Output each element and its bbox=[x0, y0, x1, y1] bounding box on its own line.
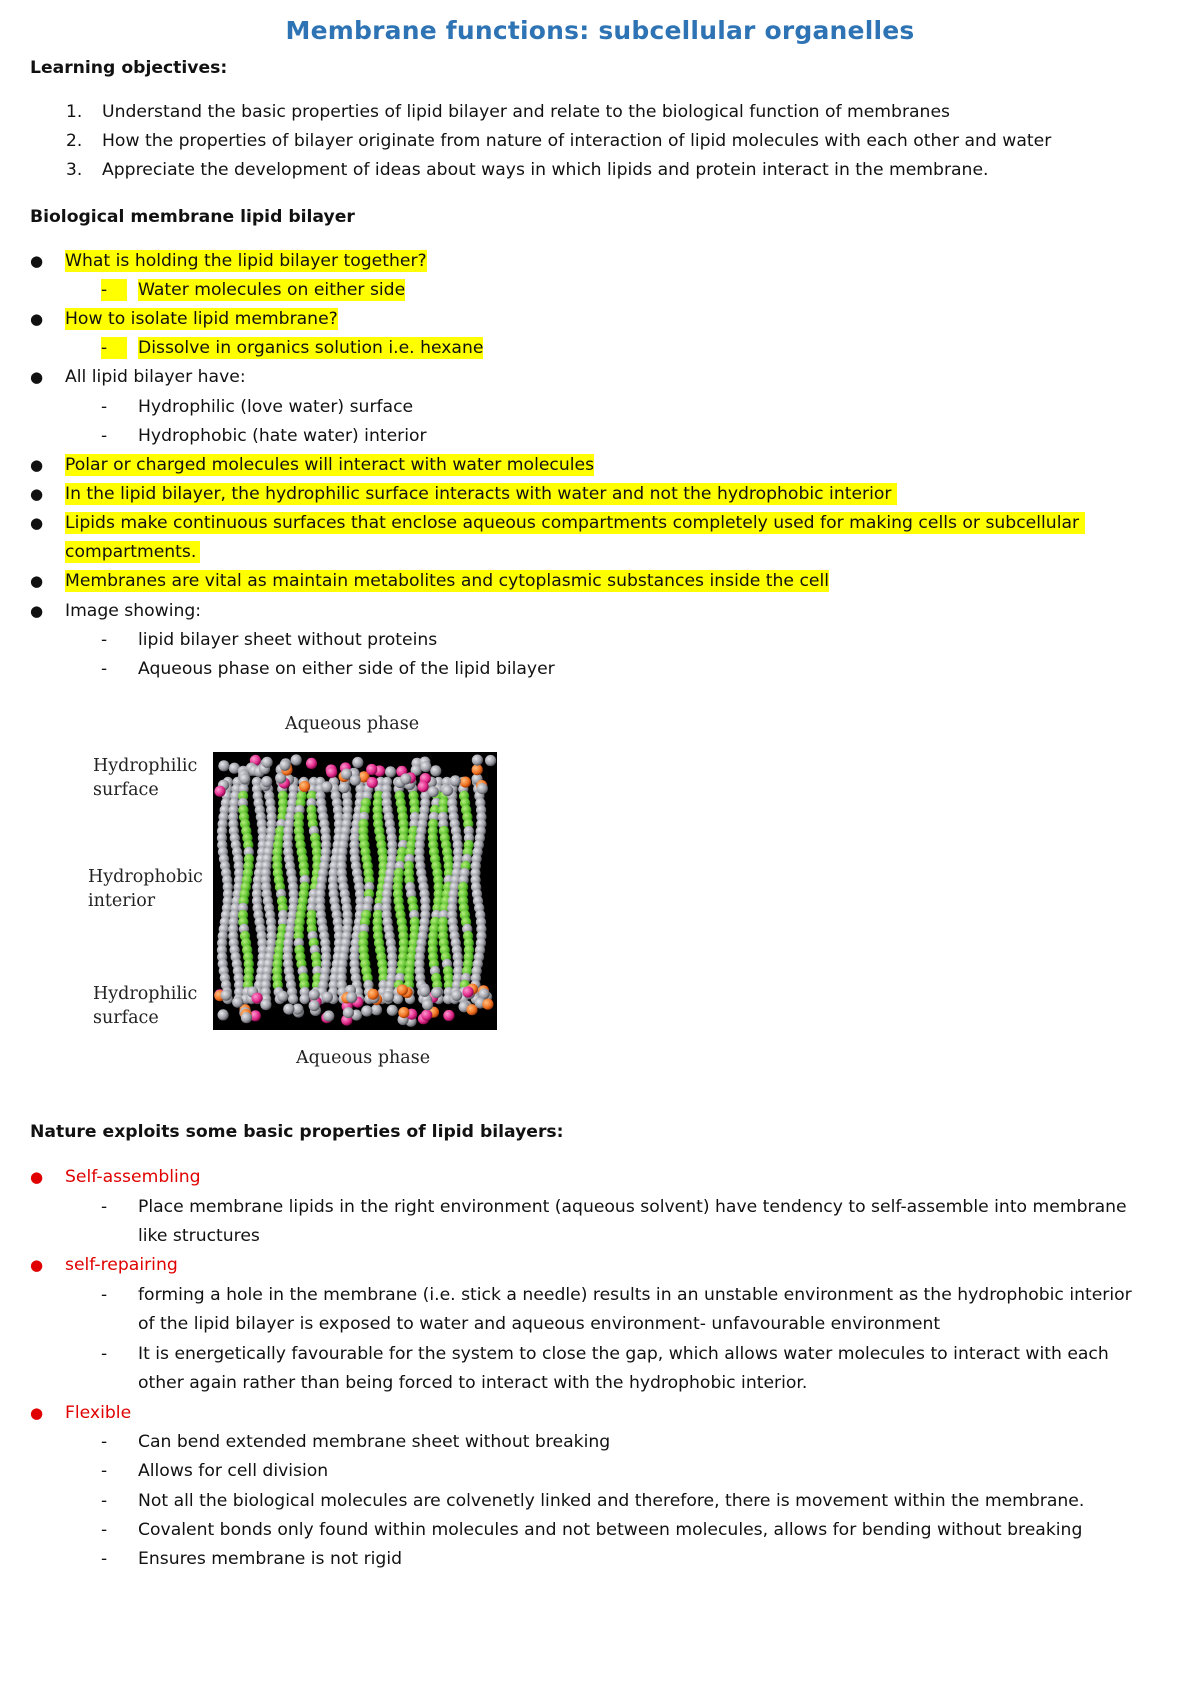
property-title: Self-assembling bbox=[65, 1167, 201, 1187]
atom-sphere bbox=[472, 755, 483, 766]
figure-label-hydrophobic: Hydrophobic bbox=[88, 867, 203, 887]
list-item: All lipid bilayer have: bbox=[65, 367, 246, 387]
atom-sphere bbox=[450, 775, 461, 786]
atom-sphere bbox=[482, 999, 493, 1010]
atom-sphere bbox=[288, 994, 298, 1004]
atom-sphere bbox=[422, 999, 433, 1010]
atom-sphere bbox=[420, 761, 431, 772]
atom-sphere bbox=[343, 1007, 354, 1018]
atom-sphere bbox=[352, 757, 363, 768]
list-item: Image showing: bbox=[65, 601, 202, 621]
atom-sphere bbox=[283, 1004, 294, 1015]
atom-sphere bbox=[346, 992, 357, 1003]
list-subitem-continuation: of the lipid bilayer is exposed to water and aqueous environment- unfavourable environment bbox=[138, 1314, 941, 1334]
atom-sphere bbox=[239, 773, 250, 784]
atom-sphere bbox=[350, 775, 361, 786]
atom-sphere bbox=[472, 764, 483, 775]
bullet-icon: ● bbox=[30, 310, 44, 328]
atom-sphere bbox=[221, 990, 232, 1001]
atom-sphere bbox=[397, 984, 408, 995]
list-subitem: lipid bilayer sheet without proteins bbox=[138, 630, 438, 650]
bullet-icon: ● bbox=[30, 456, 44, 474]
bullet-icon: ● bbox=[30, 1256, 44, 1274]
atom-sphere bbox=[306, 758, 317, 769]
list-subitem: It is energetically favourable for the system to close the gap, which allows water molecules to interact with each bbox=[138, 1344, 1109, 1364]
dash-icon: - bbox=[101, 426, 108, 446]
bullet-icon: ● bbox=[30, 485, 44, 503]
bullet-icon: ● bbox=[30, 1404, 44, 1422]
atom-sphere bbox=[460, 777, 471, 788]
dash-icon: - bbox=[101, 630, 108, 650]
list-item-continuation: compartments. bbox=[65, 541, 200, 563]
atom-sphere bbox=[428, 786, 439, 797]
dash-icon: - bbox=[101, 1285, 108, 1305]
atom-sphere bbox=[339, 782, 350, 793]
atom-sphere bbox=[262, 757, 273, 768]
atom-sphere bbox=[430, 765, 441, 776]
bullet-icon: ● bbox=[30, 1168, 44, 1186]
list-subitem: Ensures membrane is not rigid bbox=[138, 1549, 403, 1569]
bullet-icon: ● bbox=[30, 252, 44, 270]
atom-sphere bbox=[218, 760, 229, 771]
bullet-icon: ● bbox=[30, 602, 44, 620]
atom-sphere bbox=[431, 987, 442, 998]
atom-sphere bbox=[371, 1004, 382, 1015]
dash-icon: - bbox=[101, 1344, 108, 1364]
dash-icon: - bbox=[101, 279, 127, 301]
figure-label-hydrophilic-top: surface bbox=[93, 780, 159, 800]
atom-sphere bbox=[398, 1007, 409, 1018]
list-subitem: Water molecules on either side bbox=[138, 280, 406, 300]
dash-icon: - bbox=[101, 1432, 108, 1452]
atom-sphere bbox=[367, 777, 378, 788]
objective-item: How the properties of bilayer originate from nature of interaction of lipid molecules with each other and water bbox=[102, 131, 1052, 151]
list-item: What is holding the lipid bilayer together? bbox=[65, 251, 427, 271]
atom-sphere bbox=[218, 1009, 229, 1020]
page-title: Membrane functions: subcellular organelles bbox=[285, 16, 915, 45]
list-subitem: Not all the biological molecules are colvenetly linked and therefore, there is movement within the membrane. bbox=[138, 1491, 1085, 1511]
bullet-icon: ● bbox=[30, 368, 44, 386]
list-subitem: Aqueous phase on either side of the lipid bilayer bbox=[138, 659, 555, 679]
atom-sphere bbox=[442, 785, 453, 796]
objective-number: 2. bbox=[66, 131, 83, 151]
atom-sphere bbox=[322, 992, 333, 1003]
learning-objectives-heading: Learning objectives: bbox=[30, 58, 228, 78]
bilayer-section-heading: Biological membrane lipid bilayer bbox=[30, 207, 355, 227]
list-item: Membranes are vital as maintain metabolites and cytoplasmic substances inside the cell bbox=[65, 571, 830, 591]
list-subitem: Can bend extended membrane sheet without breaking bbox=[138, 1432, 611, 1452]
bullet-icon: ● bbox=[30, 572, 44, 590]
dash-icon: - bbox=[101, 1197, 108, 1217]
dash-icon: - bbox=[101, 659, 108, 679]
list-item: Lipids make continuous surfaces that enclose aqueous compartments completely used for making cells or subcellular bbox=[65, 512, 1085, 534]
figure-label-hydrophilic-bottom: Hydrophilic bbox=[93, 984, 198, 1004]
atom-sphere bbox=[299, 994, 309, 1004]
atom-sphere bbox=[383, 991, 394, 1002]
atom-sphere bbox=[260, 999, 271, 1010]
nature-section-heading: Nature exploits some basic properties of lipid bilayers: bbox=[30, 1122, 564, 1142]
atom-sphere bbox=[323, 1010, 334, 1021]
atom-sphere bbox=[418, 781, 429, 792]
figure-label-hydrophilic-bottom: surface bbox=[93, 1008, 159, 1028]
atom-sphere bbox=[214, 786, 225, 797]
list-item: In the lipid bilayer, the hydrophilic surface interacts with water and not the hydrophobic interior bbox=[65, 483, 897, 505]
atom-sphere bbox=[463, 986, 474, 997]
list-subitem: Allows for cell division bbox=[138, 1461, 329, 1481]
dash-icon: - bbox=[101, 337, 127, 359]
atom-sphere bbox=[443, 1010, 454, 1021]
figure-label-hydrophilic-top: Hydrophilic bbox=[93, 756, 198, 776]
atom-sphere bbox=[279, 760, 290, 771]
list-subitem-continuation: other again rather than being forced to interact with the hydrophobic interior. bbox=[138, 1373, 808, 1393]
atom-sphere bbox=[485, 755, 496, 766]
list-subitem: Place membrane lipids in the right environment (aqueous solvent) have tendency to self-assemble into membrane bbox=[138, 1197, 1127, 1217]
dash-icon: - bbox=[101, 397, 108, 417]
list-subitem: Dissolve in organics solution i.e. hexane bbox=[138, 338, 484, 358]
atom-sphere bbox=[326, 767, 337, 778]
atom-sphere bbox=[321, 781, 332, 792]
objective-number: 3. bbox=[66, 160, 83, 180]
atom-sphere bbox=[309, 989, 320, 1000]
atom-sphere bbox=[232, 997, 243, 1008]
figure-label-bottom: Aqueous phase bbox=[296, 1048, 431, 1068]
property-title: self-repairing bbox=[65, 1255, 178, 1275]
atom-sphere bbox=[291, 754, 302, 765]
list-item: How to isolate lipid membrane? bbox=[65, 309, 338, 329]
lipid-bilayer-image bbox=[213, 752, 497, 1030]
atom-sphere bbox=[400, 773, 411, 784]
figure-label-top: Aqueous phase bbox=[285, 714, 420, 734]
atom-sphere bbox=[277, 991, 288, 1002]
objective-item: Understand the basic properties of lipid bilayer and relate to the biological function of membranes bbox=[102, 102, 950, 122]
atom-sphere bbox=[368, 989, 379, 1000]
dash-icon: - bbox=[101, 1461, 108, 1481]
list-subitem: Hydrophobic (hate water) interior bbox=[138, 426, 427, 446]
atom-sphere bbox=[309, 1000, 320, 1011]
atom-sphere bbox=[366, 764, 377, 775]
dash-icon: - bbox=[101, 1491, 108, 1511]
objective-number: 1. bbox=[66, 102, 83, 122]
atom-sphere bbox=[421, 1010, 432, 1021]
atom-sphere bbox=[261, 776, 272, 787]
list-subitem: Hydrophilic (love water) surface bbox=[138, 397, 414, 417]
dash-icon: - bbox=[101, 1549, 108, 1569]
list-subitem: Covalent bonds only found within molecules and not between molecules, allows for bending without breaking bbox=[138, 1520, 1083, 1540]
atom-sphere bbox=[477, 783, 488, 794]
bullet-icon: ● bbox=[30, 514, 44, 532]
atom-sphere bbox=[361, 1005, 372, 1016]
objective-item: Appreciate the development of ideas about ways in which lipids and protein interact in the membrane. bbox=[102, 160, 989, 180]
atom-sphere bbox=[451, 990, 462, 1001]
atom-sphere bbox=[387, 1005, 398, 1016]
list-subitem-continuation: like structures bbox=[138, 1226, 260, 1246]
dash-icon: - bbox=[101, 1520, 108, 1540]
atom-sphere bbox=[385, 766, 396, 777]
figure-label-hydrophobic: interior bbox=[88, 891, 156, 911]
atom-sphere bbox=[241, 1012, 252, 1023]
property-title: Flexible bbox=[65, 1403, 132, 1423]
atom-sphere bbox=[299, 781, 310, 792]
list-item: Polar or charged molecules will interact with water molecules bbox=[65, 455, 595, 475]
list-subitem: forming a hole in the membrane (i.e. stick a needle) results in an unstable environment as the hydrophobic interior bbox=[138, 1285, 1132, 1305]
atom-sphere bbox=[419, 986, 430, 997]
